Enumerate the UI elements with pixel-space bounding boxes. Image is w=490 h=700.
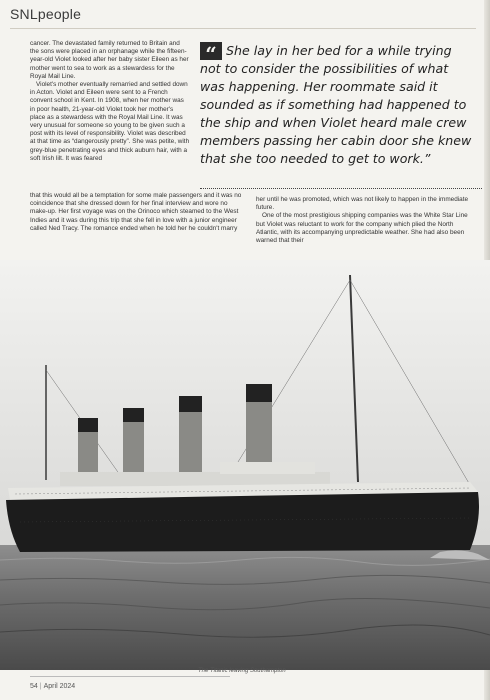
header-divider <box>10 28 476 29</box>
magazine-header <box>10 6 81 22</box>
pull-quote-divider <box>200 188 482 189</box>
titanic-photo-image <box>0 260 490 670</box>
page-footer <box>30 683 75 690</box>
titanic-photo <box>0 260 490 670</box>
wide-left-paragraph: that this would all be a temptation for some male passengers and it was no coincidence that she dressed down for her final interview and wore no make-up. Her first voyage was on the Orinoco which steamed to the West Indies and it was during this trip that she fell in love with a junior engineer called Ned Tracy. The romance ended when he told her he couldn't marry <box>30 192 242 232</box>
wide-right-paragraph-1: her until he was promoted, which was not likely to happen in the immediate future. <box>256 196 469 212</box>
quote-mark-icon: “ <box>200 42 222 60</box>
photo-caption: The Titanic leaving Southampton <box>198 668 286 674</box>
wide-left-column <box>30 192 244 233</box>
pull-quote <box>200 42 472 168</box>
brand-snl: SNL <box>10 6 38 22</box>
left-column <box>30 40 190 163</box>
footer-separator: | <box>39 683 42 690</box>
brand-people: people <box>37 6 82 22</box>
footer-divider <box>30 676 230 677</box>
left-paragraph-1: cancer. The devastated family returned to Britain and the sons were placed in an orphanage while the fifteen-year-old Violet looked after her baby sister Eileen as her mother went to sea to work as a stewardess for the Royal Mail Line. <box>30 40 189 80</box>
wide-right-column <box>256 196 470 245</box>
wide-right-paragraph-2: One of the most prestigious shipping companies was the White Star Line but Violet was reluctant to work for the company which plied the North Atlantic, with its accompanying unpredictable weather. She had also been warned that their <box>256 212 468 245</box>
issue-date: April 2024 <box>43 683 76 690</box>
page-number: 54 <box>30 683 38 690</box>
pull-quote-text: She lay in her bed for a while trying not to consider the possibilities of what was happening. Her roommate said it sounded as if something had happened to the ship and when Violet heard male crew members passing her cabin door she knew that she too needed to get to work.” <box>200 43 472 166</box>
left-paragraph-2: Violet's mother eventually remarried and settled down in Acton. Violet and Eileen were sent to a French convent school in Kent. In 1908, when her mother was in poor health, 21-year-old Violet took her mother's place as a stewardess with the Royal Mail Line. It was very unusual for someone so young to be given such a post with its level of responsibility. Violet was described at that time as “dangerously pretty”. She was petite, with grey-blue penetrating eyes and thick auburn hair, with a soft Irish lilt. It was feared <box>30 81 190 162</box>
